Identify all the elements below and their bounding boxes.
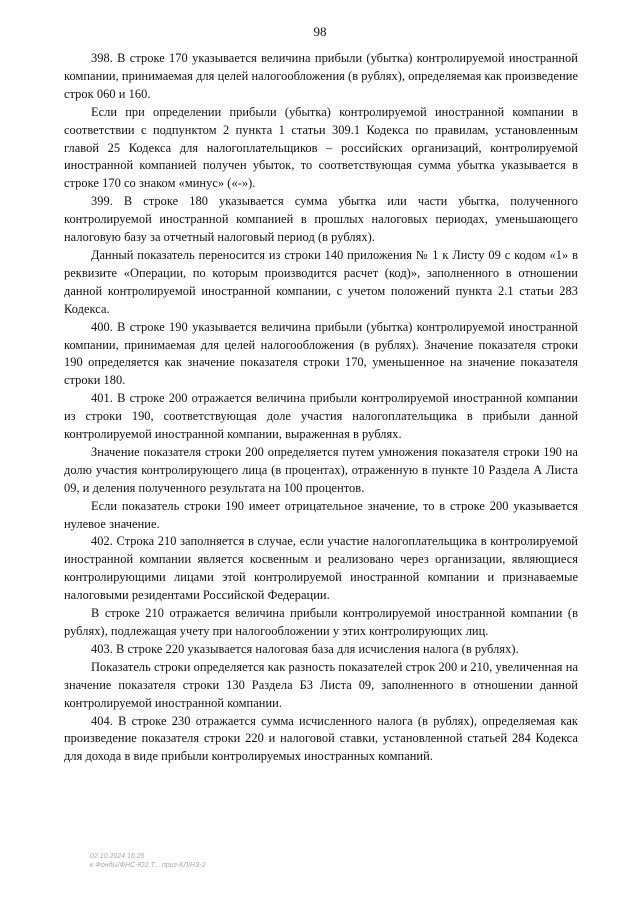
paragraph-398-loss-note: Если при определении прибыли (убытка) контролируемой иностранной компании в соответствии с подпунктом 2 пункта 1 статьи 309.1 Кодекса по правилам, установленным главой 25 Кодекса для налогоплательщиков – российских организаций, контролируемой иностранной компанией получен убыток, то соответствующая сумма убытка указывается в строке 170 со знаком «минус» («-»). <box>64 104 578 191</box>
paragraph-400: 400. В строке 190 указывается величина прибыли (убытка) контролируемой иностранной компании, принимаемая для целей налогообложения (в рублях). Значение показателя строки 190 определяется как значение показателя строки 170, уменьшенное на значение показателя строки 180. <box>64 319 578 388</box>
page-number: 98 <box>313 24 327 39</box>
paragraph-398: 398. В строке 170 указывается величина прибыли (убытка) контролируемой иностранной компании, принимаемая для целей налогообложения (в рублях), определяемая как произведение строк 060 и 160. <box>64 51 578 101</box>
paragraph-401: 401. В строке 200 отражается величина прибыли контролируемой иностранной компании из строки 190, соответствующая доле участия налогоплательщика в прибыли данной контролируемой иностранной компании, выраженная в рублях. <box>64 391 578 442</box>
paragraph-404: 404. В строке 230 отражается сумма исчисленного налога (в рублях), определяемая как произведение показателя строки 220 и налоговой ставки, установленной статьей 284 Кодекса для дохода в виде прибыли контролируемых иностранных компаний. <box>64 713 578 764</box>
footer-stamp-date: 02.10.2024 16:25 <box>90 853 145 860</box>
paragraph-403: 403. В строке 220 указывается налоговая база для исчисления налога (в рублях). <box>91 641 519 656</box>
paragraph-402: 402. Строка 210 заполняется в случае, если участие налогоплательщика в контролируемой иностранной компании является косвенным и реализовано через организации, являющиеся контролирующими лицами этой контролируемой иностранной компании и признаваемые налоговыми резидентами Российской Федерации. <box>64 534 578 603</box>
paragraph-399: 399. В строке 180 указывается сумма убытка или части убытка, полученного контролируемой иностранной компанией в прошлых налоговых периодах, уменьшающего налоговую базу за отчетный налоговый период (в рублях). <box>64 194 578 245</box>
footer-stamp <box>90 852 206 870</box>
paragraph-399-transfer-note: Данный показатель переносится из строки 140 приложения № 1 к Листу 09 с кодом «1» в реквизите «Операции, по которым производится расчет (код)», заполненного в отношении данной контролируемой иностранной компании, с учетом положений пункта 2.1 статьи 283 Кодекса. <box>64 247 578 316</box>
paragraph-401-calculation: Значение показателя строки 200 определяется путем умножения показателя строки 190 на долю участия контролирующего лица (в процентах), отраженную в пункте 10 Раздела А Листа 09, и деления полученного результата на 100 процентов. <box>64 444 578 495</box>
paragraph-401-negative-value: Если показатель строки 190 имеет отрицательное значение, то в строке 200 указывается нулевое значение. <box>64 498 578 531</box>
paragraph-403-calculation: Показатель строки определяется как разность показателей строк 200 и 210, увеличенная на значение показателя строки 130 Раздела Б3 Листа 09, заполненного в отношении данной контролируемой иностранной компании. <box>64 659 578 710</box>
footer-stamp-path: к Фонды/ФНС-Ю2.Т... приз-КЛ/НЗ-2 <box>90 862 206 869</box>
document-body <box>64 50 578 766</box>
paragraph-402-line-210: В строке 210 отражается величина прибыли контролируемой иностранной компании (в рублях), подлежащая учету при налогообложении у этих контролирующих лиц. <box>64 606 578 638</box>
